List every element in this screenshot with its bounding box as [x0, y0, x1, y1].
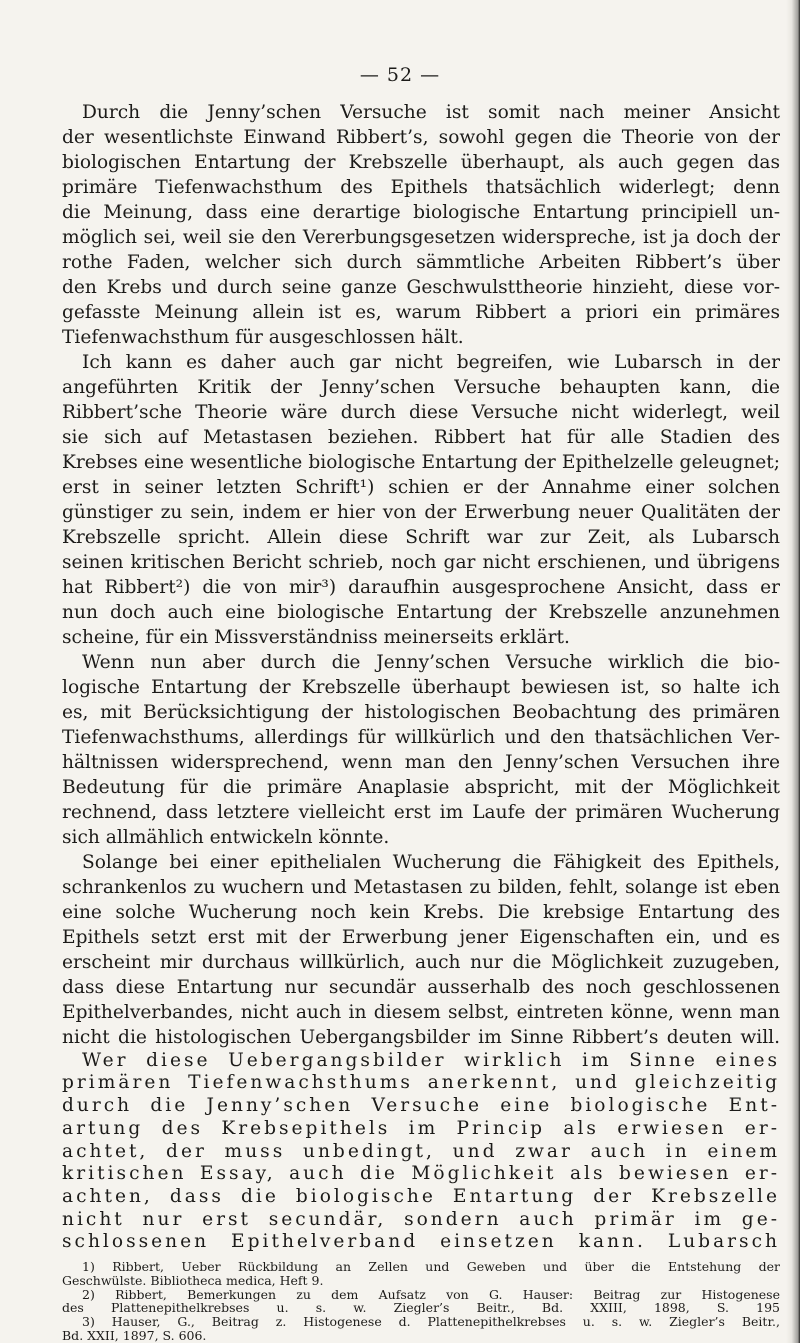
body-line: der wesentlichste Einwand Ribbert’s, sowohl gegen die Theorie von der	[62, 127, 780, 148]
page-edge-shadow	[786, 0, 800, 1343]
body-line-spaced: artung des Krebsepithels im Princip als erwiesen er-	[62, 1117, 780, 1139]
body-line: nicht die histologischen Uebergangsbilder im Sinne Ribbert’s deuten will.	[62, 1027, 780, 1048]
body-line-spaced: achten, dass die biologische Entartung der Krebszelle	[62, 1185, 780, 1207]
body-line: eine solche Wucherung noch kein Krebs. Die krebsige Entartung des	[62, 902, 780, 923]
body-line: Durch die Jenny’schen Versuche ist somit nach meiner Ansicht	[82, 102, 780, 123]
body-line: rechnend, dass letztere vielleicht erst im Laufe der primären Wucherung	[62, 802, 780, 823]
footnote-line: Bd. XXII, 1897, S. 606.	[62, 1329, 207, 1343]
body-line: schrankenlos zu wuchern und Metastasen zu bilden, fehlt, solange ist eben	[62, 877, 780, 898]
body-line: Tiefenwachsthum für ausgeschlossen hält.	[62, 327, 464, 348]
body-line: günstiger zu sein, indem er hier von der Erwerbung neuer Qualitäten der	[62, 502, 780, 523]
body-line: Krebszelle spricht. Allein diese Schrift war zur Zeit, als Lubarsch	[62, 527, 780, 548]
body-line: Ich kann es daher auch gar nicht begreifen, wie Lubarsch in der	[82, 352, 780, 373]
body-line: Bedeutung für die primäre Anaplasie abspricht, mit der Möglichkeit	[62, 777, 780, 798]
body-line: biologischen Entartung der Krebszelle überhaupt, als auch gegen das	[62, 152, 780, 173]
body-line-spaced: schlossenen Epithelverband einsetzen kann. Lubarsch	[62, 1231, 780, 1253]
body-line: nun doch auch eine biologische Entartung der Krebszelle anzunehmen	[62, 602, 780, 623]
body-line: es, mit Berücksichtigung der histologischen Beobachtung des primären	[62, 702, 780, 723]
body-line-spaced: Wer diese Uebergangsbilder wirklich im Sinne eines	[82, 1049, 780, 1071]
body-line: erst in seiner letzten Schrift¹) schien er der Annahme einer solchen	[62, 477, 780, 498]
body-line: gefasste Meinung allein ist es, warum Ribbert a priori ein primäres	[62, 302, 780, 323]
footnote-line: des Plattenepithelkrebses u. s. w. Ziegler’s Beitr., Bd. XXIII, 1898, S. 195	[62, 1301, 780, 1316]
body-line: angeführten Kritik der Jenny’schen Versuche behaupten kann, die	[62, 377, 780, 398]
body-line-spaced: durch die Jenny’schen Versuche eine biologische Ent-	[62, 1095, 780, 1117]
body-line: hältnissen widersprechend, wenn man den Jenny’schen Versuchen ihre	[62, 752, 780, 773]
body-line: dass diese Entartung nur secundär ausserhalb des noch geschlossenen	[62, 977, 780, 998]
body-line: seinen kritischen Bericht schrieb, noch gar nicht erschienen, und übrigens	[62, 552, 780, 573]
footnote-line: 3) Hauser, G., Beitrag z. Histogenese d. Plattenepithelkrebses u. s. w. Ziegler’s Beitr.,	[82, 1315, 780, 1330]
body-line: hat Ribbert²) die von mir³) daraufhin ausgesprochene Ansicht, dass er	[62, 577, 780, 598]
body-line: sie sich auf Metastasen beziehen. Ribbert hat für alle Stadien des	[62, 427, 780, 448]
body-line: Epithels setzt erst mit der Erwerbung jener Eigenschaften ein, und es	[62, 927, 780, 948]
body-line: scheine, für ein Missverständniss meinerseits erklärt.	[62, 627, 570, 648]
footnote-line: Geschwülste. Bibliotheca medica, Heft 9.	[62, 1273, 324, 1288]
body-line: primäre Tiefenwachsthum des Epithels thatsächlich widerlegt; denn	[62, 177, 780, 198]
body-line: die Meinung, dass eine derartige biologische Entartung principiell un-	[62, 202, 780, 223]
body-line: Epithelverbandes, nicht auch in diesem selbst, eintreten könne, wenn man	[62, 1002, 780, 1023]
body-line: Tiefenwachsthums, allerdings für willkürlich und den thatsächlichen Ver-	[62, 727, 780, 748]
body-line: Solange bei einer epithelialen Wucherung die Fähigkeit des Epithels,	[82, 852, 780, 873]
page-number: — 52 —	[359, 64, 441, 86]
body-line-spaced: achtet, der muss unbedingt, und zwar auch in einem	[62, 1140, 780, 1162]
footnote-line: 1) Ribbert, Ueber Rückbildung an Zellen und Geweben und über die Entstehung der	[82, 1260, 780, 1274]
footnote-line: 2) Ribbert, Bemerkungen zu dem Aufsatz von G. Hauser: Beitrag zur Histogenese	[82, 1287, 780, 1302]
body-line: Krebses eine wesentliche biologische Entartung der Epithelzelle geleugnet;	[62, 452, 780, 473]
body-line: erscheint mir durchaus willkürlich, auch nur die Möglichkeit zuzugeben,	[62, 952, 780, 973]
body-line: logische Entartung der Krebszelle überhaupt bewiesen ist, so halte ich	[62, 677, 780, 698]
body-line-spaced: primären Tiefenwachsthums anerkennt, und gleichzeitig	[62, 1072, 780, 1094]
body-line: den Krebs und durch seine ganze Geschwulsttheorie hinzieht, diese vor-	[62, 277, 780, 298]
body-line: Ribbert’sche Theorie wäre durch diese Versuche nicht widerlegt, weil	[62, 402, 780, 423]
body-line-spaced: nicht nur erst secundär, sondern auch primär im ge-	[62, 1208, 780, 1230]
body-line: rothe Faden, welcher sich durch sämmtliche Arbeiten Ribbert’s über	[62, 252, 780, 273]
body-line: Wenn nun aber durch die Jenny’schen Versuche wirklich die bio-	[82, 652, 780, 673]
body-line: sich allmählich entwickeln könnte.	[62, 827, 390, 848]
body-line-spaced: kritischen Essay, auch die Möglichkeit als bewiesen er-	[62, 1163, 780, 1185]
body-line: möglich sei, weil sie den Vererbungsgesetzen widerspreche, ist ja doch der	[62, 227, 780, 248]
